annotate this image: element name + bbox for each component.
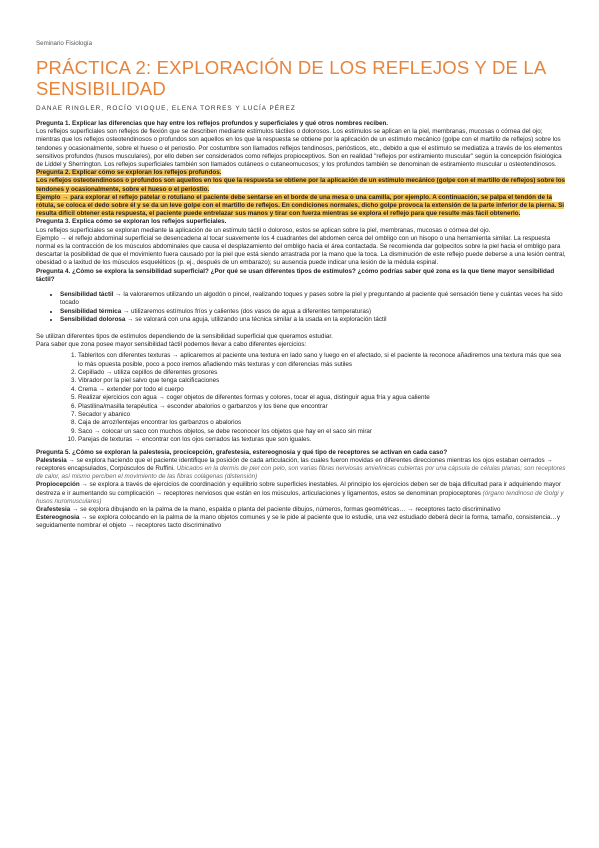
page-title: PRÁCTICA 2: EXPLORACIÓN DE LOS REFLEJOS Y DE LA SENSIBILIDAD: [36, 57, 546, 99]
sensitivity-list: [36, 291, 567, 325]
list-item: 6. Plastilina/masilla terapéutica → esconder abalorios o garbanzos y los tiene que encontrar: [78, 403, 567, 411]
list-item: • Sensibilidad dolorosa → se valorará con una aguja, utilizando una técnica similar a la usada en la exploración táctil: [60, 316, 567, 324]
question-2: [36, 169, 567, 177]
question-4: Pregunta 4. ¿Cómo se explora la sensibilidad superficial? ¿Por qué se usan diferentes tipos de estímulos? ¿cómo podrías saber qué zona es la que tiene mayor sensibilidad táctil?: [36, 267, 555, 283]
list-item: • Sensibilidad táctil → la valoraremos utilizando un algodón o pincel, realizando toques y pases sobre la piel y preguntando al paciente qué sensación tiene y cuántas veces ha sido tocado: [60, 291, 567, 308]
answer-4-text: Se utilizan diferentes tipos de estímulos dependiendo de la sensibilidad superficial que queramos estudiar.: [36, 332, 333, 340]
question-2-text: Pregunta 2. Explicar cómo se exploran los reflejos profundos.: [36, 169, 222, 177]
grafestesia-paragraph: Grafestesia → se explora dibujando en la palma de la mano, espalda o planta del paciente dibujos, números, formas geométricas… → receptores tacto discriminativo: [36, 505, 501, 513]
palestesia-paragraph: Palestesia → se explora haciendo que el paciente identifique la posición de cada articulación, las cuales fueron movidas en diferentes direcciones mientras los ojos estaban cerrados → receptores encapsulados, Corpúsculos de Ruffini. Ubicados en la dermis de piel con pelo, son varias fibras nerviosas amielínicas cubiertas por una cápsula de células planas; son receptores de calor, así mismo perciben el movimiento de las fibras colágenas (distensión): [36, 456, 566, 481]
list-item: 3. Vibrador por la piel salvo que tenga calcificaciones: [78, 377, 567, 385]
question-1: Pregunta 1. Explicar las diferencias que hay entre los reflejos profundos y superficiales y qué otros nombres reciben.: [36, 120, 389, 127]
answer-2-example: [36, 194, 567, 219]
answer-1: Los reflejos superficiales son reflejos de flexión que se describen mediante estímulos táctiles o dolorosos. Los estímulos se aplican en la piel, membranas, mucosas o córnea del ojo; mientras que los reflejos osteotendinosos o profundos son aquellos en los que la respuesta se obtiene por la aplicación de un estímulo mecánico (golpe con el martillo de reflejos) sobre los tendones y ocasionalmente, sobre el hueso o el periostio. Por costumbre son llamados reflejos tendinosos, periósticos, etc., debido a que el estímulo se mediatiza a través de los elementos sensitivos profundos (husos musculares), por ello deben ser considerados como reflejos propioceptivos. Son en realidad "reflejos por estiramiento muscular" según la concepción fisiológica de Liddel y Sherrington. Los reflejos superficiales también son llamados cutáneos o cutaneomucosos; y los profundos también se denominan de estiramiento muscular u osteotendinosos.: [36, 128, 563, 169]
answer-3-definition: Los reflejos superficiales se exploran mediante la aplicación de un estímulo táctil o doloroso, estos se aplican sobre la piel, membranas, mucosas o córnea del ojo.: [36, 226, 491, 234]
list-item: • Sensibilidad térmica → utilizaremos estímulos fríos y calientes (dos vasos de agua a diferentes temperaturas): [60, 308, 567, 316]
list-item: 5. Realizar ejercicios con agua → coger objetos de diferentes formas y colores, tocar el agua, distinguir agua fría y agua caliente: [78, 394, 567, 402]
answer-3-example: Ejemplo → el reflejo abdominal superficial se desencadena al tocar suavemente los 4 cuadrantes del abdomen cerca del ombligo con un hisopo o una herramienta similar. La respuesta normal es la contracción de los músculos abdominales que causa el desplazamiento del ombligo hacia el área contactada. Se recomienda dar golpecitos sobre la piel hacia el ombligo para descartar la posibilidad de que el movimiento fuera causado por la piel que está siendo arrastrada por la mano que la toca. La disminución de este reflejo puede deberse a una lesión central, obesidad o a laxitud de los músculos esqueléticos (p. ej., después de un embarazo); su ausencia puede indicar una lesión de la médula espinal.: [36, 234, 566, 267]
list-item: 1. Tableritos con diferentes texturas → aplicaremos al paciente una textura en lado sano y luego en el afectado, si el paciente la reconoce añadiremos una textura más que sea lo más opuesta posible, poco a poco iremos añadiendo más texturas y con diferencias más sutiles: [78, 352, 567, 369]
answer-4-intro: Para saber que zona posee mayor sensibilidad táctil podemos llevar a cabo diferentes ejercicios:: [36, 340, 307, 348]
answer-2-definition: [36, 177, 567, 193]
question-3: Pregunta 3. Explica cómo se exploran los reflejos superficiales.: [36, 218, 227, 226]
propiocepcion-paragraph: Propiocepción → se explora a través de ejercicios de coordinación y equilibrio sobre superficies inestables. Al principio los ejercicios deben ser de baja dificultad para ir adquiriendo mayor destreza e ir aumentando su complicación → receptores nerviosos que están en los músculos, articulaciones y ligamentos, estos se denominan propioceptores (órgano tendinoso de Golgi y husos nuromusculares): [36, 481, 564, 505]
list-item: 9. Saco → colocar un saco con muchos objetos, se debe reconocer los objetos que hay en el saco sin mirar: [78, 428, 567, 436]
answer-2-example-text: Ejemplo → para explorar el reflejo patelar o rotuliano el paciente debe sentarse en el borde de una mesa o una camilla, por ejemplo. A continuación, se palpa el tendón de la rótula, se coloca el dedo sobre él y se da un leve golpe con el martillo de reflejos. En condiciones normales, dicho golpe provoca la extensión de la parte inferior de la pierna. Si resulta difícil obtener esta respuesta, el paciente puede entrelazar sus manos y tirar con fuerza mientras se explora el reflejo para que resulte más fácil obtenerlo.: [36, 193, 565, 218]
page-header: Seminario Fisiología: [36, 40, 93, 47]
list-item: 10. Parejas de texturas → encontrar con los ojos cerrados las texturas que son iguales.: [78, 436, 567, 444]
list-item: 2. Cepillado → utiliza cepillos de diferentes grosores: [78, 369, 567, 377]
list-item: 8. Caja de arroz/lentejas encontrar los garbanzos o abalorios: [78, 419, 567, 427]
list-item: 4. Crema → extender por todo el cuerpo: [78, 386, 567, 394]
question-5: Pregunta 5. ¿Cómo se exploran la palestesia, procicepción, grafestesia, estereognosia y qué tipo de receptores se activan en cada caso?: [36, 448, 448, 456]
exercise-list: [36, 352, 567, 444]
estereognosia-paragraph: Estereognosia → se explora colocando en la palma de la mano objetos comunes y se le pide al paciente que lo estudie, una vez estudiado deberá decir la forma, tamaño, consistencia…y seguidamente nombrar el objeto → receptores tacto discriminativo: [36, 514, 561, 530]
list-item: 7. Secador y abanico: [78, 411, 567, 419]
authors-line: DANAE RINGLER, ROCÍO VIOQUE, ELENA TORRES Y LUCÍA PÉREZ: [36, 105, 296, 112]
answer-2-definition-text: Los reflejos osteotendinosos o profundos son aquellos en los que la respuesta se obtiene por la aplicación de un estímulo mecánico (golpe con el martillo de reflejos) sobre los tendones y ocasionalmente, sobre el hueso o el periostio.: [36, 177, 566, 193]
